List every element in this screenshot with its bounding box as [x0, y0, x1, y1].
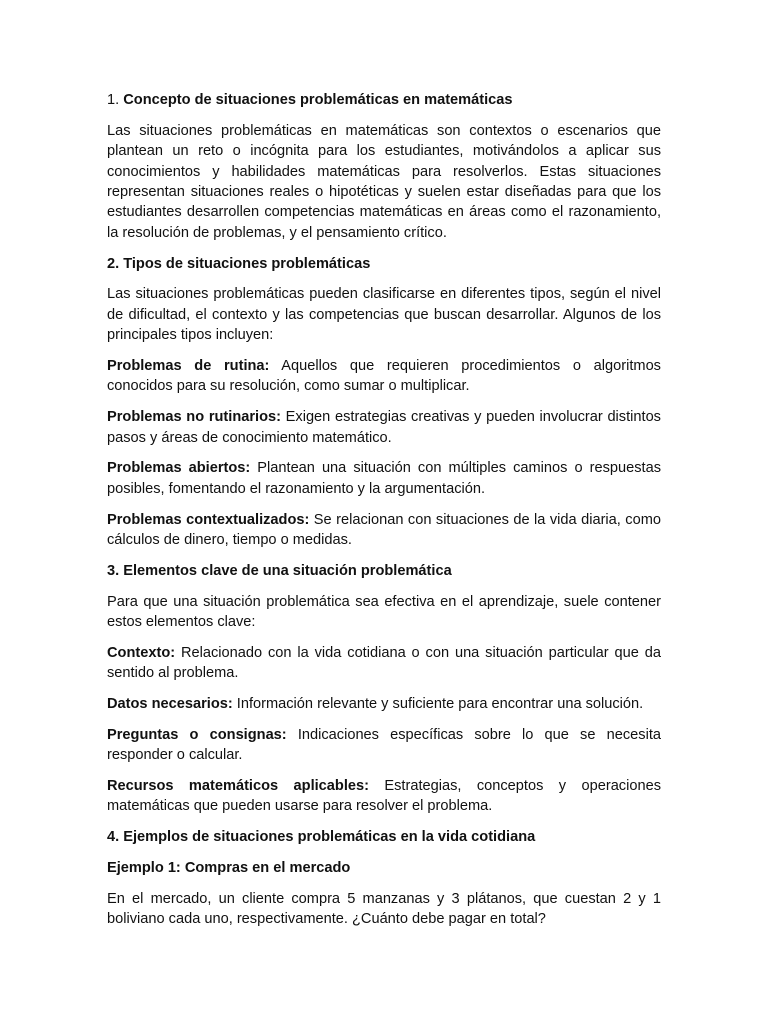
section-1-heading [107, 90, 661, 110]
key-element-term: Contexto: [107, 644, 176, 661]
section-1-paragraph: Las situaciones problemáticas en matemáticas son contextos o escenarios que plantean un reto o incógnita para los estudiantes, motivándolos a aplicar sus conocimientos y habilidades matemáticas para resolverlos. Estas situaciones representan situaciones reales o hipotéticas y suelen estar diseñadas para que los estudiantes desarrollen competencias matemáticas en áreas como el razonamiento, la resolución de problemas, y el pensamiento crítico. [107, 122, 661, 241]
key-element-text: Relacionado con la vida cotidiana o con una situación particular que da sentido al problema. [107, 644, 661, 682]
key-element-text: Indicaciones específicas sobre lo que se necesita responder o calcular. [107, 726, 661, 764]
problem-type-text: Plantean una situación con múltiples caminos o respuestas posibles, fomentando el razonamiento y la argumentación. [107, 460, 661, 497]
key-element-term: Datos necesarios: [107, 696, 233, 713]
key-element-context [107, 643, 661, 684]
problem-type-term: Problemas abiertos: [107, 460, 251, 477]
key-element-term: Preguntas o consignas: [107, 726, 287, 743]
section-1-title: Concepto de situaciones problemáticas en matemáticas [123, 92, 513, 108]
problem-type-routine [107, 356, 661, 397]
problem-type-contextualized [107, 510, 661, 551]
key-element-resources [107, 776, 661, 817]
problem-type-text: Exigen estrategias creativas y pueden involucrar distintos pasos y áreas de conocimiento matemático. [107, 409, 661, 446]
section-4-title: 4. Ejemplos de situaciones problemáticas en la vida cotidiana [107, 829, 536, 846]
section-3-heading [107, 561, 661, 581]
example-1-heading [107, 858, 661, 878]
section-2-intro: Las situaciones problemáticas pueden clasificarse en diferentes tipos, según el nivel de dificultad, el contexto y las competencias que buscan desarrollar. Algunos de los principales tipos incluyen: [107, 286, 661, 344]
key-element-term: Recursos matemáticos aplicables: [107, 778, 369, 795]
section-2-title: 2. Tipos de situaciones problemáticas [107, 255, 371, 272]
example-1-paragraph: En el mercado, un cliente compra 5 manzanas y 3 plátanos, que cuestan 2 y 1 boliviano cada uno, respectivamente. ¿Cuánto debe pagar en total? [107, 890, 661, 928]
document-page [107, 90, 661, 940]
section-3-intro: Para que una situación problemática sea efectiva en el aprendizaje, suele contener estos elementos clave: [107, 593, 661, 631]
problem-type-term: Problemas de rutina: [107, 358, 270, 375]
section-2-heading [107, 254, 661, 274]
problem-type-open [107, 458, 661, 499]
problem-type-term: Problemas contextualizados: [107, 511, 310, 528]
key-element-data [107, 694, 661, 714]
section-3-title: 3. Elementos clave de una situación problemática [107, 562, 452, 579]
problem-type-term: Problemas no rutinarios: [107, 409, 281, 426]
section-1-number: 1. [107, 92, 124, 108]
example-1-title: Ejemplo 1: Compras en el mercado [107, 860, 351, 877]
key-element-text: Información relevante y suficiente para encontrar una solución. [232, 696, 644, 713]
problem-type-non-routine [107, 407, 661, 448]
key-element-text: Estrategias, conceptos y operaciones matemáticas que pueden usarse para resolver el problema. [107, 778, 661, 815]
key-element-questions [107, 725, 661, 766]
problem-type-text: Se relacionan con situaciones de la vida diaria, como cálculos de dinero, tiempo o medidas. [107, 511, 661, 549]
problem-type-text: Aquellos que requieren procedimientos o algoritmos conocidos para su resolución, como sumar o multiplicar. [107, 358, 661, 395]
section-4-heading [107, 827, 661, 847]
